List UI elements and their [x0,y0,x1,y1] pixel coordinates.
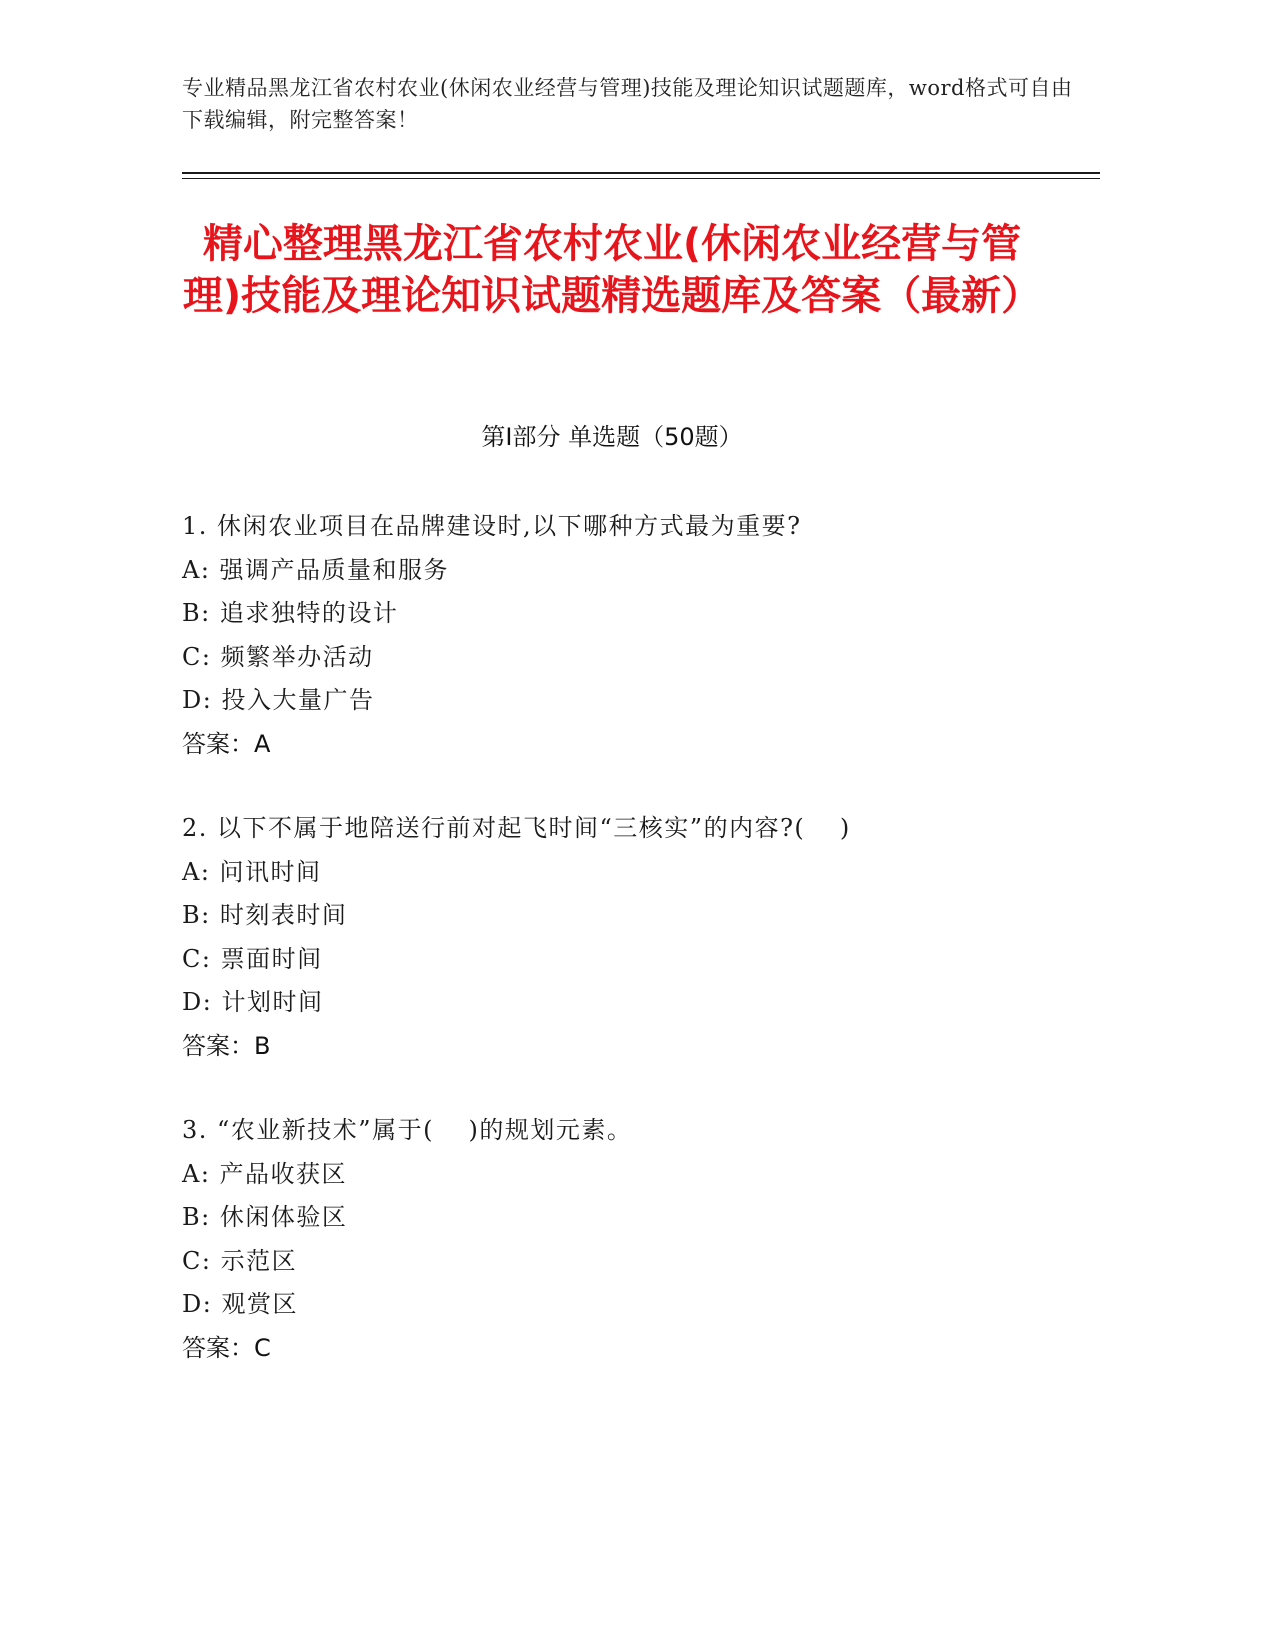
option-a: A: 强调产品质量和服务 [182,555,450,584]
option-c: C: 频繁举办活动 [182,642,374,671]
question-stem: 1. 休闲农业项目在品牌建设时,以下哪种方式最为重要? [182,512,802,540]
question-3 [182,1109,1082,1370]
answer-line: 答案：A [182,729,271,758]
option-c: C: 票面时间 [182,944,323,973]
header-divider-thick [182,172,1100,174]
option-d: D: 观赏区 [182,1290,298,1318]
option-b: B: 追求独特的设计 [182,599,399,627]
question-2 [182,807,1082,1068]
header-note: 专业精品黑龙江省农村农业(休闲农业经营与管理)技能及理论知识试题题库，word格式可自由下载编辑，附完整答案！ [182,76,1073,132]
answer-line: 答案：C [182,1333,271,1362]
question-stem: 3. “农业新技术”属于( )的规划元素。 [182,1116,633,1144]
option-b: B: 休闲体验区 [182,1203,348,1231]
option-c: C: 示范区 [182,1246,298,1275]
option-a: A: 问讯时间 [182,857,322,886]
section-title: 第Ⅰ部分 单选题（50题） [481,423,743,451]
option-b: B: 时刻表时间 [182,901,348,929]
option-d: D: 投入大量广告 [182,686,375,714]
header-divider-thin [182,178,1100,179]
document-title: 精心整理黑龙江省农村农业(休闲农业经营与管理)技能及理论知识试题精选题库及答案（最新） [182,221,1042,319]
question-stem: 2. 以下不属于地陪送行前对起飞时间“三核实”的内容?( ) [182,814,851,842]
option-d: D: 计划时间 [182,988,324,1016]
question-list [182,505,1082,1411]
question-1 [182,505,1082,766]
option-a: A: 产品收获区 [182,1159,348,1188]
answer-line: 答案：B [182,1031,271,1060]
